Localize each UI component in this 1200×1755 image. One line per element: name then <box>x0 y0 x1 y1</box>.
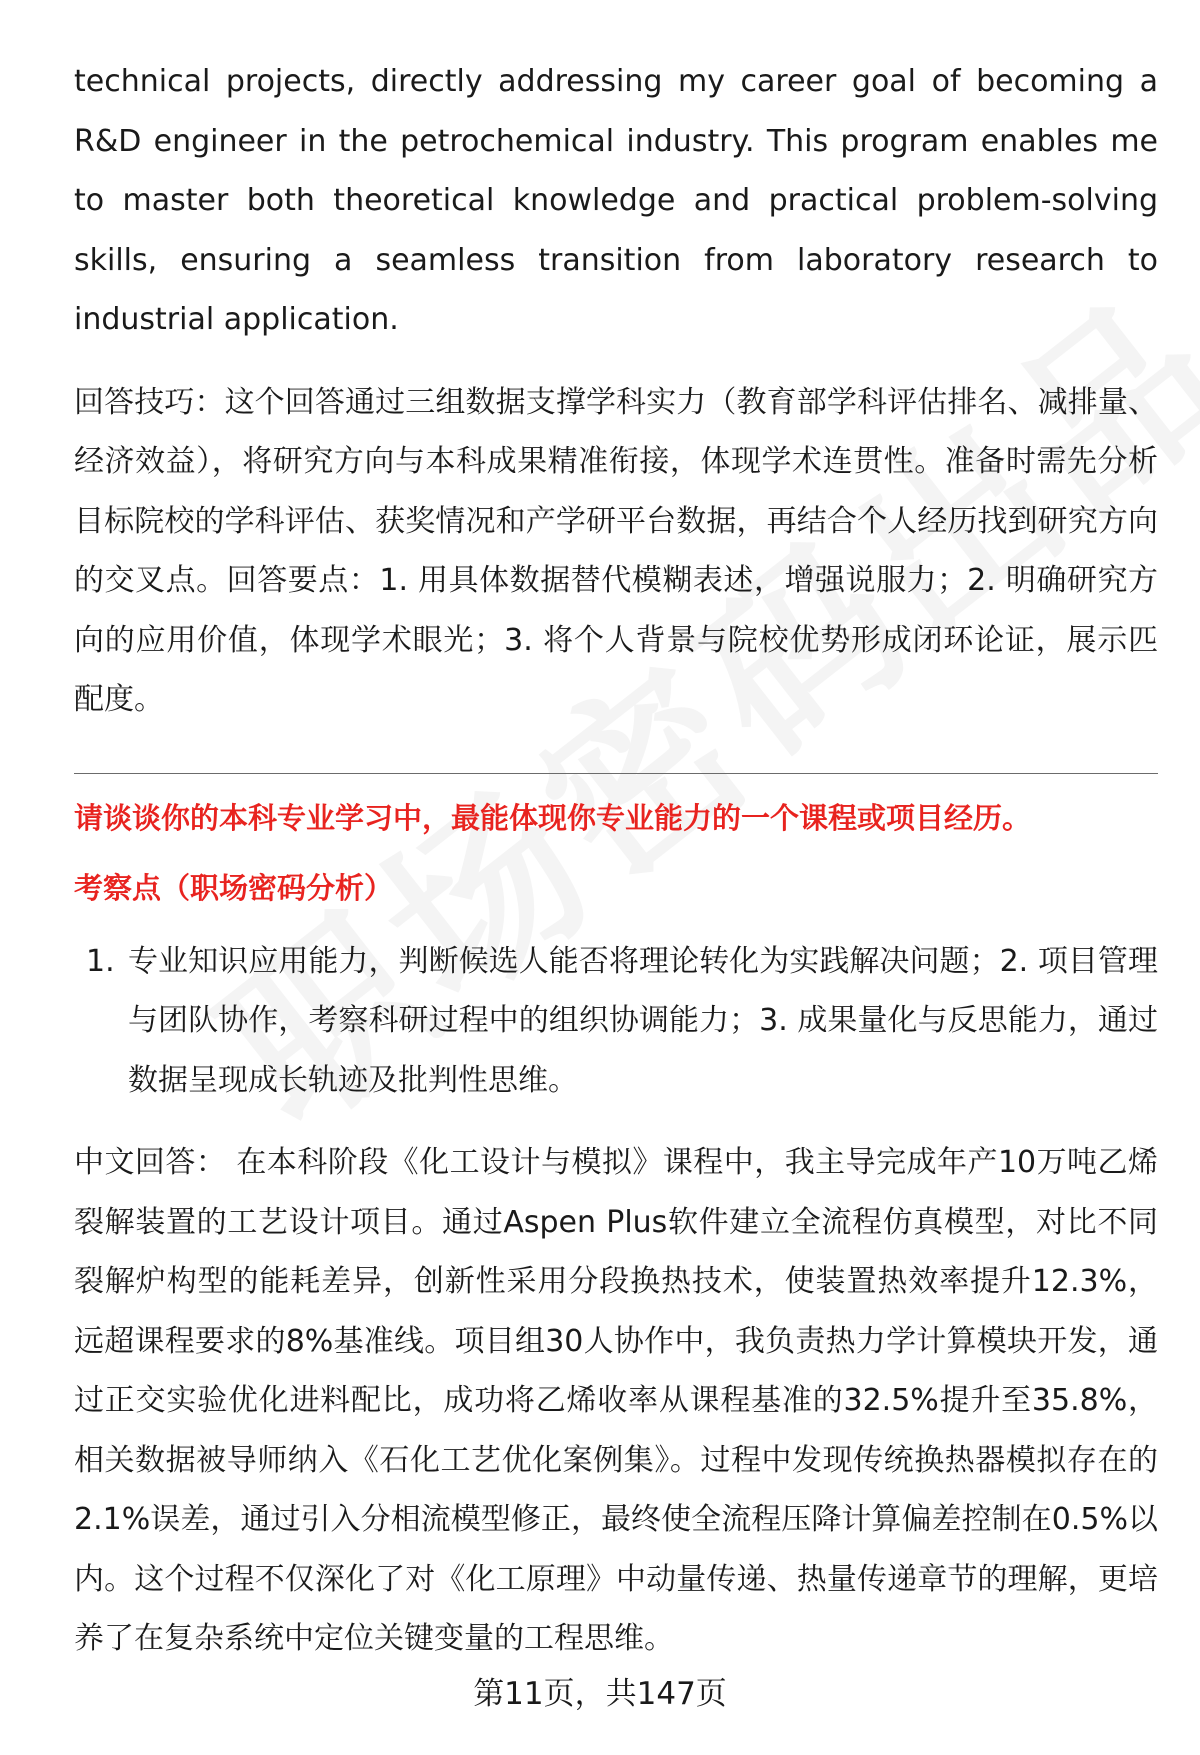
list-number: 1. <box>86 943 115 979</box>
english-paragraph: technical projects, directly addressing my career goal of becoming a R&D engineer in the petrochemical industry. This program enables me to master both theoretical knowledge and practical problem-solving skills, ensuring a seamless transition from laboratory research to industrial application. <box>74 64 1158 337</box>
section-divider <box>74 773 1158 774</box>
focus-heading: 考察点（职场密码分析） <box>74 870 394 905</box>
interview-question: 请谈谈你的本科专业学习中，最能体现你专业能力的一个课程或项目经历。 <box>74 800 1032 835</box>
focus-item-text: 专业知识应用能力，判断候选人能否将理论转化为实践解决问题；2. 项目管理与团队协作，考察科研过程中的组织协调能力；3. 成果量化与反思能力，通过数据呈现成长轨迹及批判性思维。 <box>128 943 1158 1098</box>
page-content <box>74 52 1158 1669</box>
answer-tip-paragraph: 回答技巧：这个回答通过三组数据支撑学科实力（教育部学科评估排名、减排量、经济效益），将研究方向与本科成果精准衔接，体现学术连贯性。准备时需先分析目标院校的学科评估、获奖情况和产学研平台数据，再结合个人经历找到研究方向的交叉点。回答要点：1. 用具体数据替代模糊表述，增强说服力；2. 明确研究方向的应用价值，体现学术眼光；3. 将个人背景与院校优势形成闭环论证，展示匹配度。 <box>74 384 1158 717</box>
chinese-answer-paragraph: 中文回答： 在本科阶段《化工设计与模拟》课程中，我主导完成年产10万吨乙烯裂解装置的工艺设计项目。通过Aspen Plus软件建立全流程仿真模型，对比不同裂解炉构型的能耗差异，创新性采用分段换热技术，使装置热效率提升12.3%，远超课程要求的8%基准线。项目组30人协作中，我负责热力学计算模块开发，通过正交实验优化进料配比，成功将乙烯收率从课程基准的32.5%提升至35.8%，相关数据被导师纳入《石化工艺优化案例集》。过程中发现传统换热器模拟存在的2.1%误差，通过引入分相流模型修正，最终使全流程压降计算偏差控制在0.5%以内。这个过程不仅深化了对《化工原理》中动量传递、热量传递章节的理解，更培养了在复杂系统中定位关键变量的工程思维。 <box>74 1145 1158 1656</box>
focus-list-item <box>86 932 1158 1111</box>
page-number-footer: 第11页，共147页 <box>473 1676 727 1712</box>
